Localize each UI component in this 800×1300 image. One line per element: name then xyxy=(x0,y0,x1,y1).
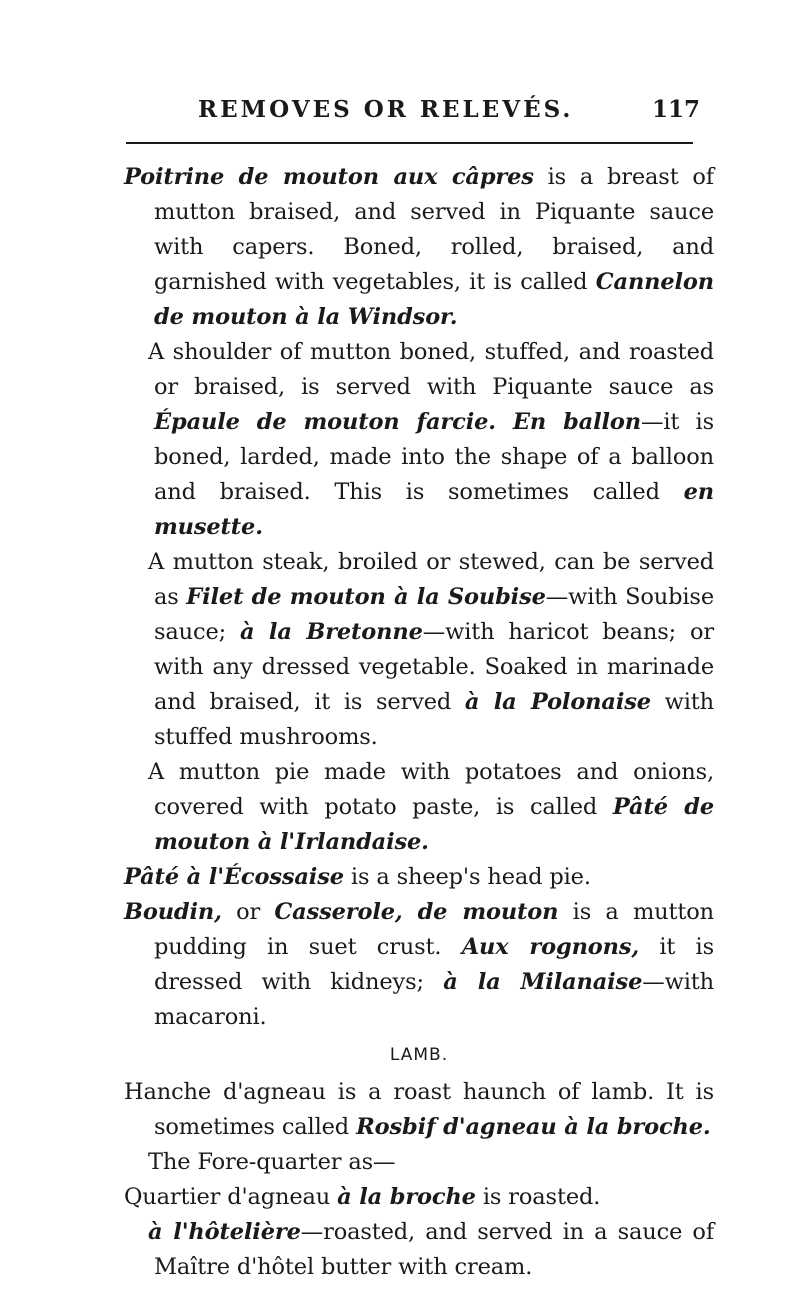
text: —with haricot beans; or with any dressed vegetable. Soaked in marinade and braised, it is served xyxy=(154,619,714,715)
text: is a sheep's head pie. xyxy=(343,864,591,890)
term-soubise: Filet de mouton à la Soubise xyxy=(186,584,546,610)
paragraph-pie xyxy=(124,755,714,860)
text: is a breast of mutton braised, and served in Piquante sauce with capers. Boned, rolled, braised, and garnished with vegetables, it is called xyxy=(154,164,714,295)
text: —roasted, and served in a sauce of Maître d'hôtel butter with cream. xyxy=(154,1219,714,1280)
running-head-title: REMOVES OR RELEVÉS. xyxy=(198,96,574,123)
text: Quartier d'agneau xyxy=(124,1184,338,1210)
header-rule xyxy=(126,142,693,144)
term-hoteliere: à l'hôtelière xyxy=(148,1219,301,1245)
paragraph-boudin xyxy=(124,895,714,1035)
text: it is dressed with kidneys; xyxy=(154,934,714,995)
term-rosbif: Rosbif d'agneau à la broche. xyxy=(356,1114,711,1140)
term-broche: à la broche xyxy=(337,1184,476,1210)
term-polonaise: à la Polonaise xyxy=(464,689,651,715)
text: A mutton steak, broiled or stewed, can be served as xyxy=(148,549,714,610)
term-musette: en musette. xyxy=(154,479,714,540)
page-number: 117 xyxy=(652,96,701,123)
term-boudin: Boudin, xyxy=(124,899,222,925)
text: A shoulder of mutton boned, stuffed, and roasted or braised, is served with Piquante sauce as xyxy=(148,339,714,400)
text: —with macaroni. xyxy=(154,969,714,1030)
paragraph-poitrine xyxy=(124,160,714,335)
term-bretonne: à la Bretonne xyxy=(239,619,423,645)
paragraph-hanche xyxy=(124,1075,714,1145)
paragraph-hoteliere xyxy=(124,1215,714,1285)
term-milanaise: à la Milanaise xyxy=(443,969,643,995)
running-head xyxy=(0,96,800,136)
text: The Fore-quarter as— xyxy=(148,1149,396,1175)
term-irlandaise: Pâté de mouton à l'Irlandaise. xyxy=(154,794,714,855)
text: is a mutton pudding in suet crust. xyxy=(154,899,715,960)
term-ecossaise: Pâté à l'Écossaise xyxy=(124,864,344,890)
term-cannelon: Cannelon de mouton à la Windsor. xyxy=(154,269,714,330)
text: Hanche d'agneau is a roast haunch of lamb. It is sometimes called xyxy=(124,1079,714,1140)
body-text xyxy=(124,160,714,1285)
term-casserole: Casserole, de mouton xyxy=(274,899,559,925)
term-epaule: Épaule de mouton farcie. En ballon xyxy=(154,409,641,435)
paragraph-quartier xyxy=(124,1180,714,1215)
paragraph-ecossaise xyxy=(124,860,714,895)
term-rognons: Aux rognons, xyxy=(461,934,640,960)
paragraph-steak xyxy=(124,545,714,755)
section-heading-lamb: LAMB. xyxy=(389,1045,449,1065)
text: with stuffed mushrooms. xyxy=(154,689,714,750)
text: —it is boned, larded, made into the shape of a balloon and braised. This is sometimes called xyxy=(154,409,714,505)
text: is roasted. xyxy=(475,1184,601,1210)
paragraph-shoulder xyxy=(124,335,714,545)
text: —with Soubise sauce; xyxy=(154,584,714,645)
paragraph-forequarter xyxy=(124,1145,714,1180)
text: A mutton pie made with potatoes and onions, covered with potato paste, is called xyxy=(148,759,714,820)
term-poitrine: Poitrine de mouton aux câpres xyxy=(124,164,534,190)
text: or xyxy=(221,899,275,925)
